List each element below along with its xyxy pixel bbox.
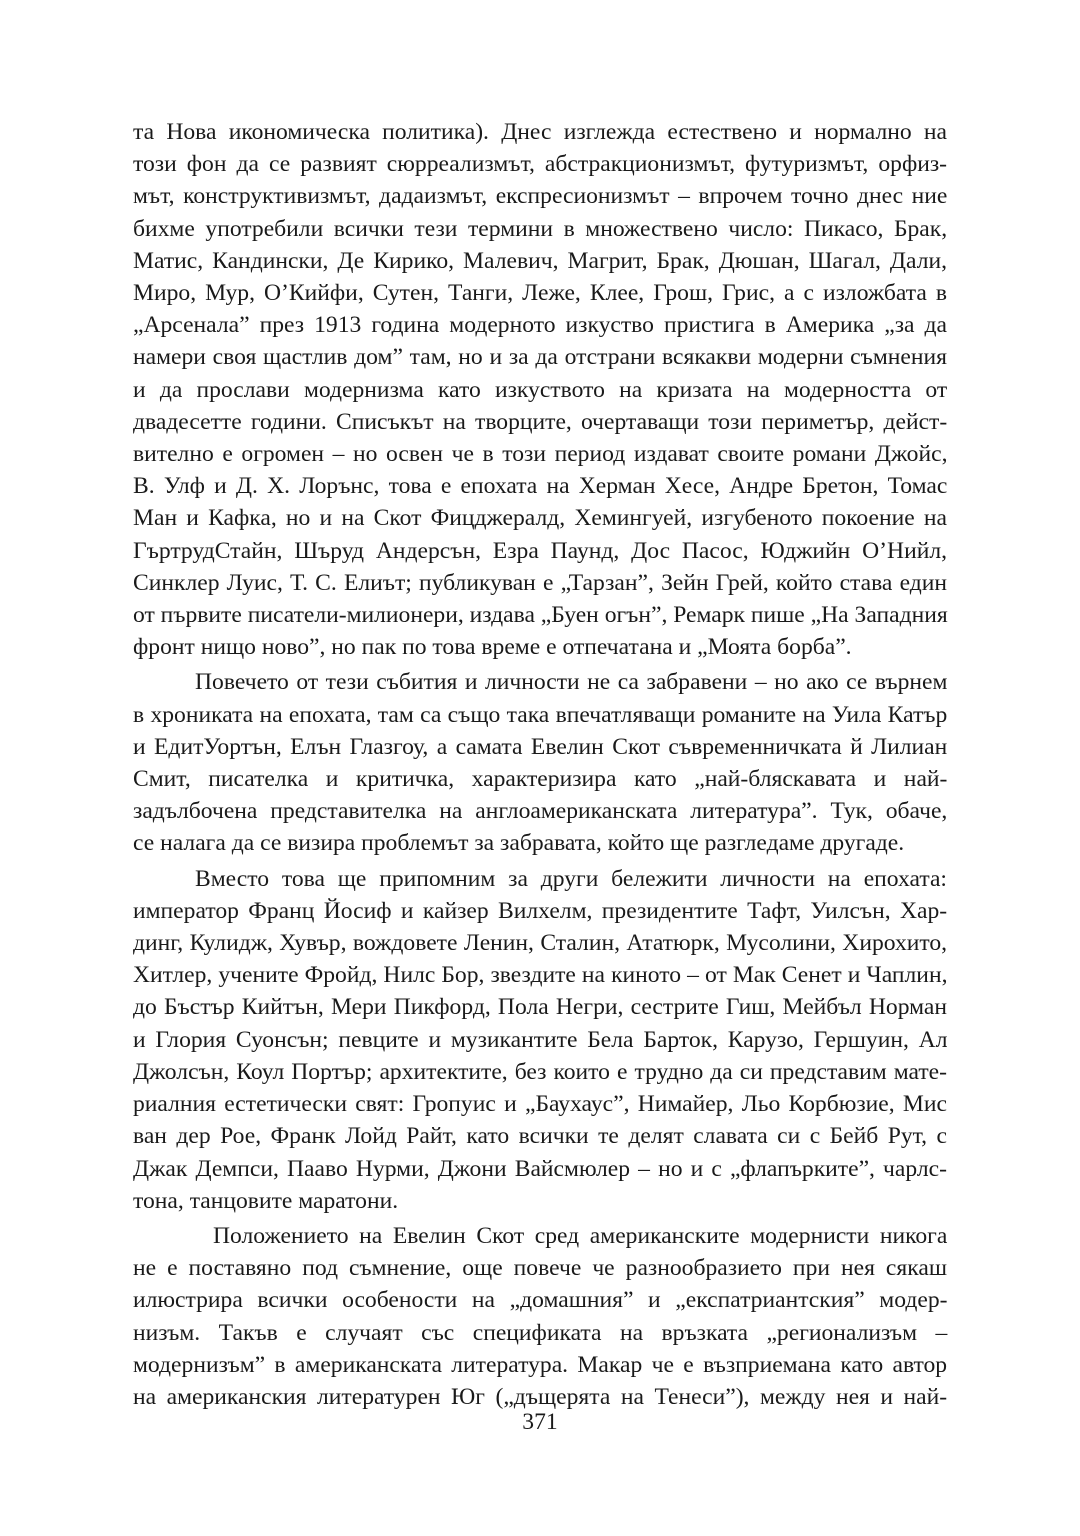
text-line: низъм. Такъв е случаят със спецификата на връзката „регионализъм –	[133, 1319, 948, 1346]
text-line: фронт нищо ново”, но пак по това време е отпечатана и „Моята борба”.	[133, 634, 852, 661]
text-line: тона, танцовите маратони.	[133, 1187, 399, 1214]
text-line: В. Улф и Д. Х. Лорънс, това е епохата на Херман Хесе, Андре Бретон, Томас	[133, 473, 948, 500]
text-line: не е поставяно под съмнение, още повече че разнообразието при нея сякаш	[133, 1255, 947, 1282]
text-line: император Франц Йосиф и кайзер Вилхелм, президентите Тафт, Уилсън, Хар-	[133, 897, 948, 924]
paragraph-4	[133, 1220, 947, 1413]
text-line: Джак Демпси, Пааво Нурми, Джони Вайсмюлер – но и с „флапърките”, чарлс-	[133, 1155, 947, 1182]
text-line: динг, Кулидж, Хувър, вождовете Ленин, Сталин, Ататюрк, Мусолини, Хирохито,	[133, 930, 948, 957]
text-line: илюстрира всички особености на „домашния” и „експатриантския” модер-	[133, 1287, 948, 1314]
text-line: Хитлер, учените Фройд, Нилс Бор, звездите на киното – от Мак Сенет и Чаплин,	[133, 962, 948, 989]
text-line: Смит, писателка и критичка, характеризира като „най-бляскавата и най-	[133, 766, 948, 793]
text-line: бихме употребили всички тези термини в множествено число: Пикасо, Брак,	[133, 215, 948, 242]
text-line: Повечето от тези събития и личности не са забравени – но ако се върнем	[195, 669, 948, 696]
text-line: та Нова икономическа политика). Днес изглежда естествено и нормално на	[133, 119, 947, 145]
text-line: този фон да се развият сюрреализмът, абстракционизмът, футуризмът, орфиз-	[133, 151, 948, 178]
text-line: „Арсенала” през 1913 година модерното изкуство пристига в Америка „за да	[133, 312, 947, 339]
text-line: вително е огромен – но освен че в този период издават своите романи Джойс,	[133, 441, 948, 468]
text-line: Миро, Мур, О’Кийфи, Сутен, Танги, Леже, Клее, Грош, Грис, а с изложбата в	[133, 280, 947, 307]
text-line: намери своя щастлив дом” там, но и за да отстрани всякакви модерни съмнения	[133, 344, 947, 371]
text-line: задълбочена представителка на англоамериканската литература”. Тук, обаче,	[133, 798, 948, 825]
paragraph-1	[133, 116, 947, 663]
text-line: в хрониката на епохата, там са също така впечатляващи романите на Уила Катър	[133, 701, 948, 728]
page-number: 371	[522, 1409, 558, 1435]
text-line: и да прослави модернизма като изкуството на кризата на модерността от	[133, 376, 948, 403]
text-line: Положението на Евелин Скот сред американските модернисти никога	[213, 1222, 948, 1249]
text-line: Вместо това ще припомним за други бележити личности на епохата:	[195, 865, 947, 892]
text-line: Джолсън, Коул Портър; архитектите, без които е трудно да си представим мате-	[133, 1058, 947, 1085]
text-line: от първите писатели-милионери, издава „Буен огън”, Ремарк пише „На Западния	[133, 602, 948, 629]
text-line: риалния естетически свят: Гропуис и „Баухаус”, Нимайер, Льо Корбюзие, Мис	[133, 1091, 947, 1118]
text-line: и ЕдитУортън, Елън Глазгоу, а самата Евелин Скот съвременничката й Лилиан	[133, 733, 948, 760]
text-line: и Глория Суонсън; певците и музикантите Бела Барток, Карузо, Гершуин, Ал	[133, 1026, 948, 1053]
text-line: мът, конструктивизмът, дадаизмът, експресионизмът – впрочем точно днес ние	[133, 183, 948, 210]
text-line: до Бъстър Кийтън, Мери Пикфорд, Пола Негри, сестрите Гиш, Мейбъл Норман	[133, 994, 948, 1021]
paragraph-3	[133, 863, 947, 1217]
text-line: ван дер Рое, Франк Лойд Райт, като всички те делят славата си с Бейб Рут, с	[133, 1123, 947, 1150]
body-text	[133, 116, 947, 1413]
text-line: Синклер Луис, Т. С. Елиът; публикуван е „Тарзан”, Зейн Грей, който става един	[133, 569, 947, 596]
text-line: двадесетте години. Списъкът на творците, очертаващи този периметър, дейст-	[133, 408, 948, 435]
text-line: се налага да се визира проблемът за забравата, който ще разгледаме другаде.	[133, 830, 905, 857]
text-line: Ман и Кафка, но и на Скот Фицджералд, Хемингуей, изгубеното покоение на	[133, 505, 947, 532]
text-line: модернизъм” в американската литература. Макар че е възприемана като автор	[133, 1351, 948, 1378]
text-line: Матис, Кандински, Де Кирико, Малевич, Магрит, Брак, Дюшан, Шагал, Дали,	[133, 247, 947, 274]
text-line: ГъртрудСтайн, Шъруд Андерсън, Езра Паунд, Дос Пасос, Юджийн О’Нийл,	[133, 537, 947, 564]
paragraph-2	[133, 666, 947, 859]
text-line: на американския литературен Юг („дъщерята на Тенеси”), между нея и най-	[133, 1383, 948, 1410]
